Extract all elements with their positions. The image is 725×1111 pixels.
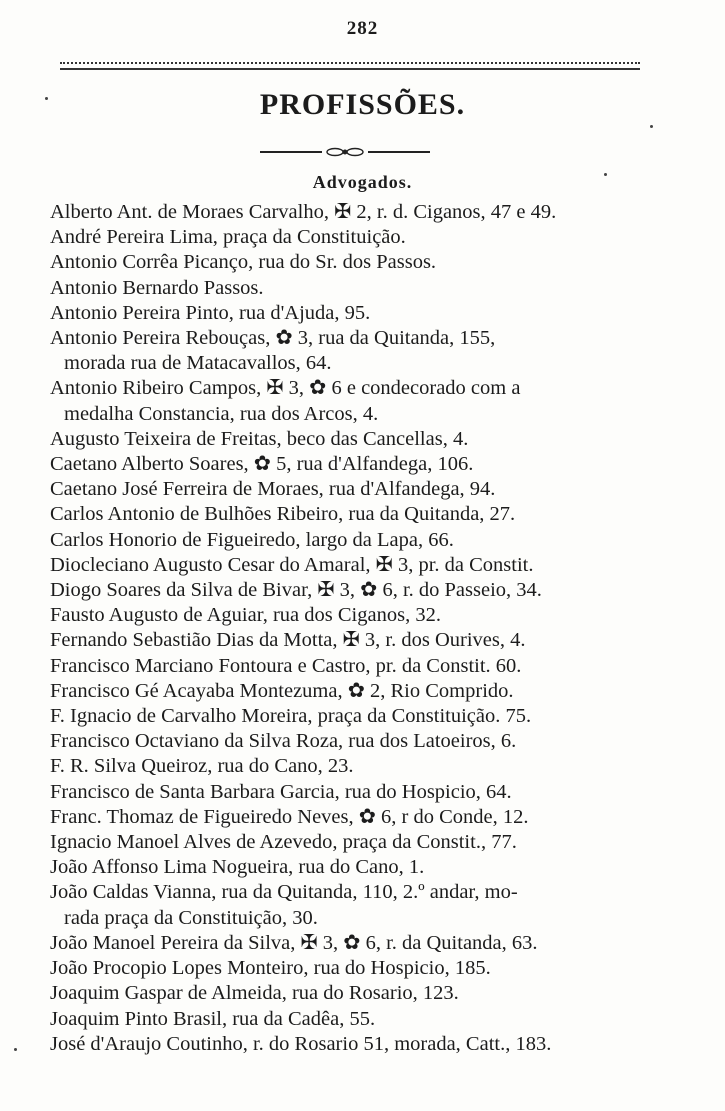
entry-text: João Procopio Lopes Monteiro, rua do Hospicio, 185.: [50, 957, 491, 980]
entry-text: Antonio Pereira Pinto, rua d'Ajuda, 95.: [50, 301, 371, 324]
directory-entry: [50, 225, 650, 250]
directory-entry: [50, 931, 650, 956]
directory-entry: [50, 553, 650, 578]
directory-entry: [50, 956, 650, 981]
entry-text: João Affonso Lima Nogueira, rua do Cano, 1.: [50, 856, 425, 879]
page-number: 282: [346, 18, 379, 39]
entry-text: Carlos Antonio de Bulhões Ribeiro, rua da Quitanda, 27.: [50, 503, 516, 526]
ornament-divider: [260, 145, 430, 159]
entry-text: Carlos Honorio de Figueiredo, largo da Lapa, 66.: [50, 528, 454, 551]
entry-text: Caetano José Ferreira de Moraes, rua d'Alfandega, 94.: [50, 478, 496, 501]
entry-text: Antonio Corrêa Picanço, rua do Sr. dos Passos.: [50, 251, 437, 274]
top-rule: [60, 62, 640, 70]
entry-text: Diogo Soares da Silva de Bivar, ✠ 3, ✿ 6, r. do Passeio, 34.: [50, 579, 542, 602]
directory-entry: [50, 578, 650, 603]
paper-speck: [45, 97, 48, 100]
entry-text: Antonio Ribeiro Campos, ✠ 3, ✿ 6 e condecorado com a: [50, 377, 521, 400]
directory-entry: [50, 1007, 650, 1032]
directory-entry: [50, 603, 650, 628]
entry-text: João Caldas Vianna, rua da Quitanda, 110, 2.º andar, mo-: [50, 881, 518, 904]
directory-entry: [50, 528, 650, 553]
entry-text: Augusto Teixeira de Freitas, beco das Cancellas, 4.: [50, 427, 469, 450]
directory-entry: [50, 729, 650, 754]
entry-text: Francisco Gé Acayaba Montezuma, ✿ 2, Rio Comprido.: [50, 679, 514, 702]
directory-entry: [50, 326, 650, 376]
entry-text: Caetano Alberto Soares, ✿ 5, rua d'Alfandega, 106.: [50, 453, 474, 476]
entry-text: Antonio Bernardo Passos.: [50, 276, 264, 299]
directory-entry: [50, 200, 650, 225]
entry-text: Fausto Augusto de Aguiar, rua dos Ciganos, 32.: [50, 604, 441, 627]
directory-entry: [50, 981, 650, 1006]
entry-text: F. Ignacio de Carvalho Moreira, praça da Constituição. 75.: [50, 705, 532, 728]
directory-entry: [50, 654, 650, 679]
entry-text: Francisco de Santa Barbara Garcia, rua do Hospicio, 64.: [50, 780, 512, 803]
entry-text: F. R. Silva Queiroz, rua do Cano, 23.: [50, 755, 354, 778]
directory-entry: [50, 855, 650, 880]
entry-list: [50, 200, 650, 1057]
entry-text: João Manoel Pereira da Silva, ✠ 3, ✿ 6, r. da Quitanda, 63.: [50, 931, 538, 954]
entry-text: Franc. Thomaz de Figueiredo Neves, ✿ 6, r do Conde, 12.: [50, 805, 529, 828]
entry-text: André Pereira Lima, praça da Constituição.: [50, 226, 406, 249]
directory-entry: [50, 427, 650, 452]
directory-entry: [50, 452, 650, 477]
entry-text: Ignacio Manoel Alves de Azevedo, praça da Constit., 77.: [50, 831, 517, 854]
directory-entry: [50, 754, 650, 779]
directory-entry: [50, 704, 650, 729]
directory-entry: [50, 679, 650, 704]
paper-speck: [14, 1048, 17, 1051]
entry-text: José d'Araujo Coutinho, r. do Rosario 51, morada, Catt., 183.: [50, 1032, 552, 1055]
entry-text: Joaquim Pinto Brasil, rua da Cadêa, 55.: [50, 1007, 376, 1030]
entry-text: Francisco Octaviano da Silva Roza, rua dos Latoeiros, 6.: [50, 730, 517, 753]
entry-text: Francisco Marciano Fontoura e Castro, pr. da Constit. 60.: [50, 654, 522, 677]
directory-entry: [50, 477, 650, 502]
directory-entry: [50, 780, 650, 805]
directory-entry: [50, 250, 650, 275]
entry-continuation: rada praça da Constituição, 30.: [64, 906, 318, 929]
directory-entry: [50, 376, 650, 426]
entry-continuation: morada rua de Matacavallos, 64.: [64, 352, 332, 375]
directory-entry: [50, 880, 650, 930]
directory-entry: [50, 830, 650, 855]
directory-entry: [50, 502, 650, 527]
directory-entry: [50, 805, 650, 830]
entry-continuation: medalha Constancia, rua dos Arcos, 4.: [64, 402, 379, 425]
entry-text: Alberto Ant. de Moraes Carvalho, ✠ 2, r. d. Ciganos, 47 e 49.: [50, 201, 557, 223]
directory-entry: [50, 301, 650, 326]
section-title: PROFISSÕES.: [259, 88, 466, 121]
entry-text: Fernando Sebastião Dias da Motta, ✠ 3, r. dos Ourives, 4.: [50, 629, 526, 652]
entry-text: Antonio Pereira Rebouças, ✿ 3, rua da Quitanda, 155,: [50, 327, 496, 350]
entry-text: Diocleciano Augusto Cesar do Amaral, ✠ 3, pr. da Constit.: [50, 553, 534, 576]
section-subheading: Advogados.: [312, 172, 413, 192]
paper-speck: [650, 125, 653, 128]
directory-entry: [50, 1032, 650, 1057]
directory-entry: [50, 276, 650, 301]
directory-entry: [50, 628, 650, 653]
paper-speck: [604, 173, 607, 176]
entry-text: Joaquim Gaspar de Almeida, rua do Rosario, 123.: [50, 982, 459, 1005]
